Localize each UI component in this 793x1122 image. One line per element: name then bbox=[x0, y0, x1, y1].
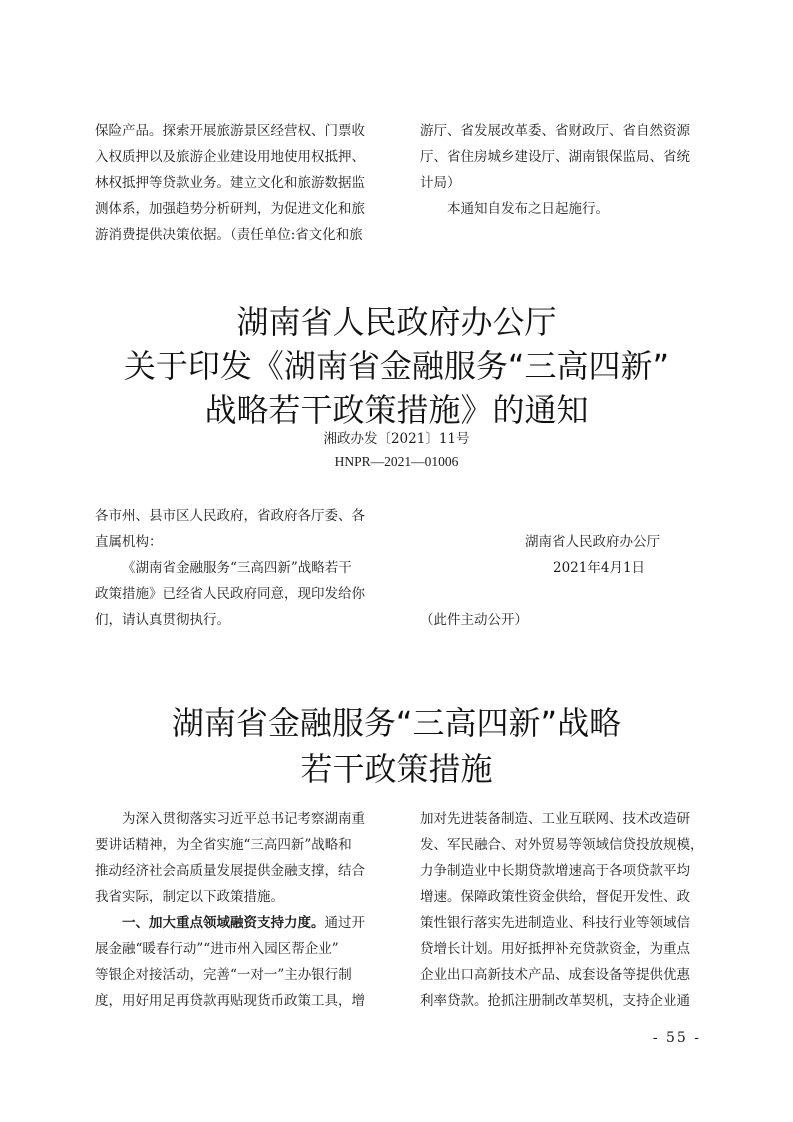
text-line: 计局） bbox=[420, 175, 461, 191]
text-line: 企业出口高新技术产品、成套设备等提供优惠 bbox=[420, 967, 690, 983]
text-line: 发、军民融合、对外贸易等领域信贷投放规模， bbox=[420, 837, 704, 853]
addressee-line: 直属机构： bbox=[95, 534, 163, 550]
measures-left-column bbox=[95, 806, 388, 1014]
section-1-text: 通过开 bbox=[324, 915, 365, 931]
text-line: 要讲话精神，为全省实施“三高四新”战略和 bbox=[95, 837, 352, 853]
body-line: 们，请认真贯彻执行。 bbox=[95, 612, 230, 628]
notice-title-line: 关于印发《湖南省金融服务“三高四新” bbox=[123, 347, 670, 385]
text-line: 展金融“暖春行动”“进市州入园区帮企业” bbox=[95, 941, 339, 957]
text-line: 保险产品。探索开展旅游景区经营权、门票收 bbox=[95, 123, 365, 139]
body-line: 《湖南省金融服务“三高四新”战略若干 bbox=[122, 560, 352, 576]
measures-title-line: 湖南省金融服务“三高四新”战略 bbox=[171, 704, 622, 742]
document-number: 湘政办发〔2021〕11号 bbox=[323, 431, 470, 447]
notice-title bbox=[0, 300, 793, 432]
disclosure-note: （此件主动公开） bbox=[420, 612, 528, 628]
text-line: 林权抵押等贷款业务。建立文化和旅游数据监 bbox=[95, 175, 365, 191]
body-line: 政策措施》已经省人民政府同意，现印发给你 bbox=[95, 586, 365, 602]
notice-body bbox=[95, 503, 388, 633]
text-line: 度，用好用足再贷款再贴现货币政策工具，增 bbox=[95, 993, 365, 1009]
text-line: 力争制造业中长期贷款增速高于各项贷款平均 bbox=[420, 863, 690, 879]
text-line: 入权质押以及旅游企业建设用地使用权抵押、 bbox=[95, 149, 365, 165]
top-left-column bbox=[95, 118, 388, 248]
section-1-heading: 一、加大重点领域融资支持力度。 bbox=[122, 915, 325, 931]
notice-title-line: 战略若干政策措施》的通知 bbox=[204, 391, 589, 429]
hnpr-number: HNPR—2021—01006 bbox=[334, 454, 459, 469]
text-line: 策性银行落实先进制造业、科技行业等领域信 bbox=[420, 915, 690, 931]
measures-title bbox=[0, 700, 793, 792]
text-line: 游消费提供决策依据。（责任单位:省文化和旅 bbox=[95, 227, 363, 243]
effective-statement: 本通知自发布之日起施行。 bbox=[447, 201, 609, 217]
measures-right-column bbox=[420, 806, 710, 1014]
text-line: 我省实际，制定以下政策措施。 bbox=[95, 889, 284, 905]
notice-title-line: 湖南省人民政府办公厅 bbox=[236, 303, 557, 341]
issue-date: 2021年4月1日 bbox=[553, 560, 646, 576]
measures-title-line: 若干政策措施 bbox=[300, 750, 493, 788]
page-number: - 55 - bbox=[652, 1030, 701, 1046]
text-line: 等银企对接活动，完善“一对一”主办银行制 bbox=[95, 967, 352, 983]
text-line: 加对先进装备制造、工业互联网、技术改造研 bbox=[420, 811, 690, 827]
text-line: 测体系，加强趋势分析研判，为促进文化和旅 bbox=[95, 201, 365, 217]
text-line: 游厅、省发展改革委、省财政厅、省自然资源 bbox=[420, 123, 690, 139]
text-line: 利率贷款。抢抓注册制改革契机，支持企业通 bbox=[420, 993, 690, 1009]
text-line: 为深入贯彻落实习近平总书记考察湖南重 bbox=[122, 811, 365, 827]
text-line: 贷增长计划。用好抵押补充贷款资金，为重点 bbox=[420, 941, 690, 957]
text-line: 增速。保障政策性资金供给，督促开发性、政 bbox=[420, 889, 690, 905]
section-first-line bbox=[95, 910, 388, 936]
text-line: 厅、省住房城乡建设厅、湖南银保监局、省统 bbox=[420, 149, 690, 165]
text-line: 推动经济社会高质量发展提供金融支撑，结合 bbox=[95, 863, 365, 879]
addressee-line: 各市州、县市区人民政府，省政府各厅委、各 bbox=[95, 508, 365, 524]
top-right-column bbox=[420, 118, 710, 222]
issuer: 湖南省人民政府办公厅 bbox=[525, 534, 660, 550]
